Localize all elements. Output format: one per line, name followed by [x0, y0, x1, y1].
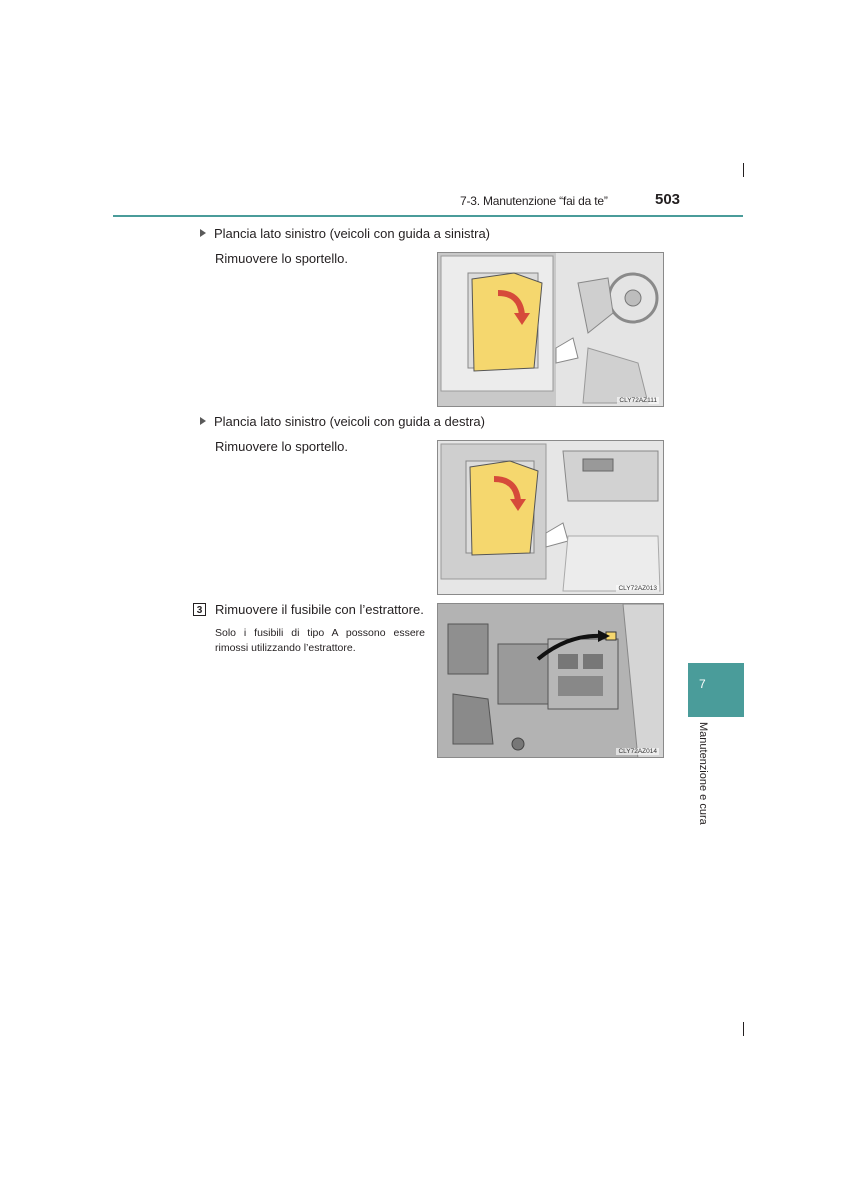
figure-rhd-code: CLY72AZ013: [618, 585, 657, 592]
figure-lhd-code: CLY72AZ111: [619, 397, 657, 404]
bullet-rhd-label: Plancia lato sinistro (veicoli con guida a destra): [214, 414, 485, 429]
bullet-triangle-icon: [200, 417, 206, 425]
figure-fuse-code: CLY72AZ014: [618, 748, 657, 755]
chapter-tab: [688, 663, 744, 717]
section-title: 7-3. Manutenzione “fai da te”: [460, 194, 608, 208]
figure-lhd: [437, 252, 664, 407]
figure-lhd-illustration: [438, 253, 664, 407]
bullet-triangle-icon: [200, 229, 206, 237]
crop-mark-top: [743, 163, 744, 177]
step3-note: Solo i fusibili di tipo A possono essere rimossi utilizzando l’estrattore.: [215, 627, 425, 654]
bullet-rhd: [200, 414, 485, 429]
figure-rhd-illustration: [438, 441, 664, 595]
chapter-number: 7: [699, 677, 706, 691]
bullet-lhd: [200, 226, 490, 241]
instruction-lhd: Rimuovere lo sportello.: [215, 251, 348, 266]
figure-fuse-illustration: [438, 604, 664, 758]
chapter-title: Manutenzione e cura: [697, 722, 709, 825]
figure-rhd: [437, 440, 664, 595]
step3-instruction: Rimuovere il fusibile con l’estrattore.: [215, 602, 424, 617]
page-number: 503: [655, 191, 681, 208]
step-number-badge: 3: [193, 603, 206, 616]
header-divider: [113, 215, 743, 217]
crop-mark-bottom: [743, 1022, 744, 1036]
instruction-rhd: Rimuovere lo sportello.: [215, 439, 348, 454]
bullet-lhd-label: Plancia lato sinistro (veicoli con guida a sinistra): [214, 226, 491, 241]
figure-fuse-extraction: [437, 603, 664, 758]
